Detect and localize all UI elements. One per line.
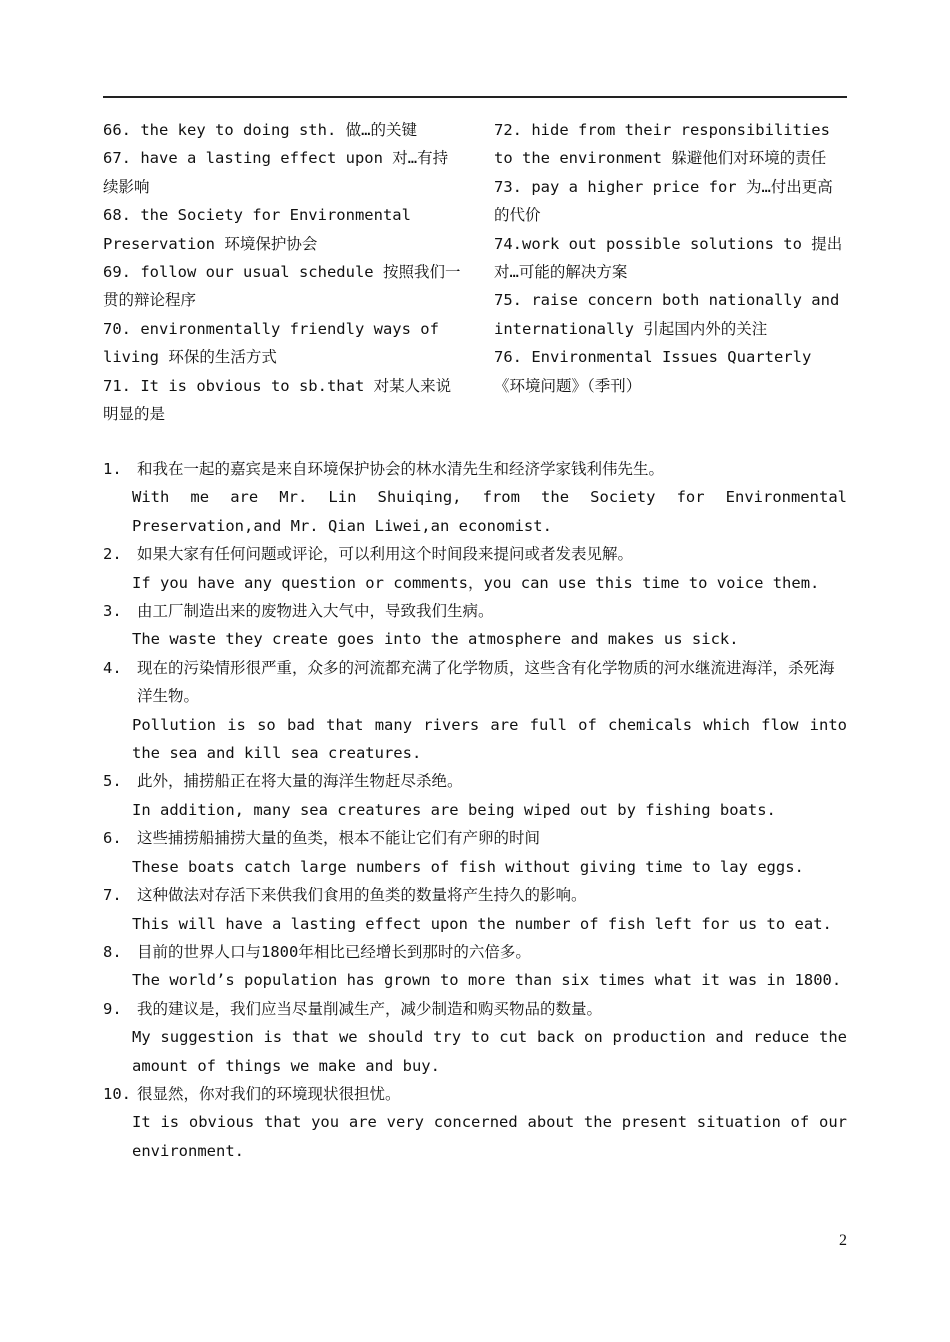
vocabulary-right-column bbox=[494, 116, 848, 400]
chinese-sentence: 由工厂制造出来的废物进入大气中，导致我们生病。 bbox=[137, 602, 494, 621]
vocab-item: 76. Environmental Issues Quarterly 《环境问题》（季刊） bbox=[494, 348, 812, 395]
english-translation: The world’s population has grown to more than six times what it was in 1800. bbox=[132, 971, 842, 990]
chinese-sentence: 和我在一起的嘉宾是来自环境保护协会的林水清先生和经济学家钱利伟先生。 bbox=[137, 460, 665, 478]
sentence-number: 8. bbox=[103, 942, 122, 961]
chinese-sentence: 很显然，你对我们的环境现状很担忧。 bbox=[137, 1084, 401, 1103]
english-translation: With me are Mr. Lin Shuiqing, from the Society for Environmental Preservation,and Mr. Qian Liwei,an economist. bbox=[132, 488, 847, 535]
english-translation: Pollution is so bad that many rivers are full of chemicals which flow into the sea and kill sea creatures. bbox=[132, 715, 847, 763]
sentence-list bbox=[103, 455, 847, 1165]
vocab-item: 73. pay a higher price for 为…付出更高的代价 bbox=[494, 177, 833, 225]
sentence-number: 10. bbox=[103, 1084, 131, 1103]
vocab-item: 74.work out possible solutions to 提出对…可能的解决方案 bbox=[494, 234, 843, 282]
sentence-number: 6. bbox=[103, 829, 122, 848]
vocab-item: 71. It is obvious to sb.that 对某人来说明显的是 bbox=[103, 376, 452, 424]
sentence-item bbox=[103, 1080, 847, 1165]
chinese-sentence: 此外，捕捞船正在将大量的海洋生物赶尽杀绝。 bbox=[137, 772, 463, 791]
chinese-sentence: 这些捕捞船捕捞大量的鱼类，根本不能让它们有产卵的时间 bbox=[137, 829, 541, 848]
chinese-sentence: 我的建议是，我们应当尽量削减生产，减少制造和购买物品的数量。 bbox=[137, 999, 603, 1018]
sentence-item bbox=[103, 540, 847, 597]
english-translation: My suggestion is that we should try to cut back on production and reduce the amount of things we make and buy. bbox=[132, 1028, 847, 1075]
chinese-sentence: 如果大家有任何问题或评论，可以利用这个时间段来提问或者发表见解。 bbox=[137, 545, 634, 564]
english-translation: It is obvious that you are very concerned about the present situation of our environment. bbox=[132, 1113, 847, 1160]
sentence-item bbox=[103, 938, 847, 995]
sentence-item bbox=[103, 767, 847, 824]
sentence-number: 9. bbox=[103, 999, 122, 1018]
sentence-item bbox=[103, 455, 847, 540]
sentence-number: 1. bbox=[103, 460, 122, 478]
sentence-item bbox=[103, 654, 847, 768]
vocab-item: 69. follow our usual schedule 按照我们一贯的辩论程序 bbox=[103, 263, 461, 310]
vocab-item: 67. have a lasting effect upon 对…有持续影响 bbox=[103, 149, 449, 196]
sentence-number: 7. bbox=[103, 886, 122, 905]
sentence-number: 4. bbox=[103, 658, 122, 677]
sentence-item bbox=[103, 597, 847, 654]
english-translation: These boats catch large numbers of fish without giving time to lay eggs. bbox=[132, 857, 804, 876]
english-translation: If you have any question or comments，you can use this time to voice them. bbox=[132, 573, 820, 592]
sentence-number: 5. bbox=[103, 772, 122, 791]
vocab-item: 72. hide from their responsibilities to the environment 躲避他们对环境的责任 bbox=[494, 121, 830, 168]
english-translation: This will have a lasting effect upon the number of fish left for us to eat. bbox=[132, 914, 832, 933]
english-translation: The waste they create goes into the atmosphere and makes us sick. bbox=[132, 630, 739, 649]
vocab-item: 75. raise concern both nationally and internationally 引起国内外的关注 bbox=[494, 291, 840, 338]
sentence-item bbox=[103, 881, 847, 938]
sentence-item bbox=[103, 824, 847, 881]
header-rule bbox=[103, 96, 847, 98]
chinese-sentence: 现在的污染情形很严重，众多的河流都充满了化学物质，这些含有化学物质的河水继流进海洋，杀死海洋生物。 bbox=[137, 658, 835, 706]
sentence-number: 3. bbox=[103, 602, 122, 621]
vocabulary-left-column bbox=[103, 116, 463, 428]
chinese-sentence: 目前的世界人口与1800年相比已经增长到那时的六倍多。 bbox=[137, 942, 531, 961]
vocab-item: 66. the key to doing sth. 做…的关键 bbox=[103, 121, 417, 139]
sentence-item bbox=[103, 995, 847, 1080]
vocab-item: 68. the Society for Environmental Preservation 环境保护协会 bbox=[103, 206, 411, 253]
chinese-sentence: 这种做法对存活下来供我们食用的鱼类的数量将产生持久的影响。 bbox=[137, 886, 587, 905]
page-number: 2 bbox=[839, 1232, 847, 1249]
sentence-number: 2. bbox=[103, 545, 122, 564]
english-translation: In addition, many sea creatures are being wiped out by fishing boats. bbox=[132, 800, 776, 819]
vocab-item: 70. environmentally friendly ways of living 环保的生活方式 bbox=[103, 319, 439, 367]
